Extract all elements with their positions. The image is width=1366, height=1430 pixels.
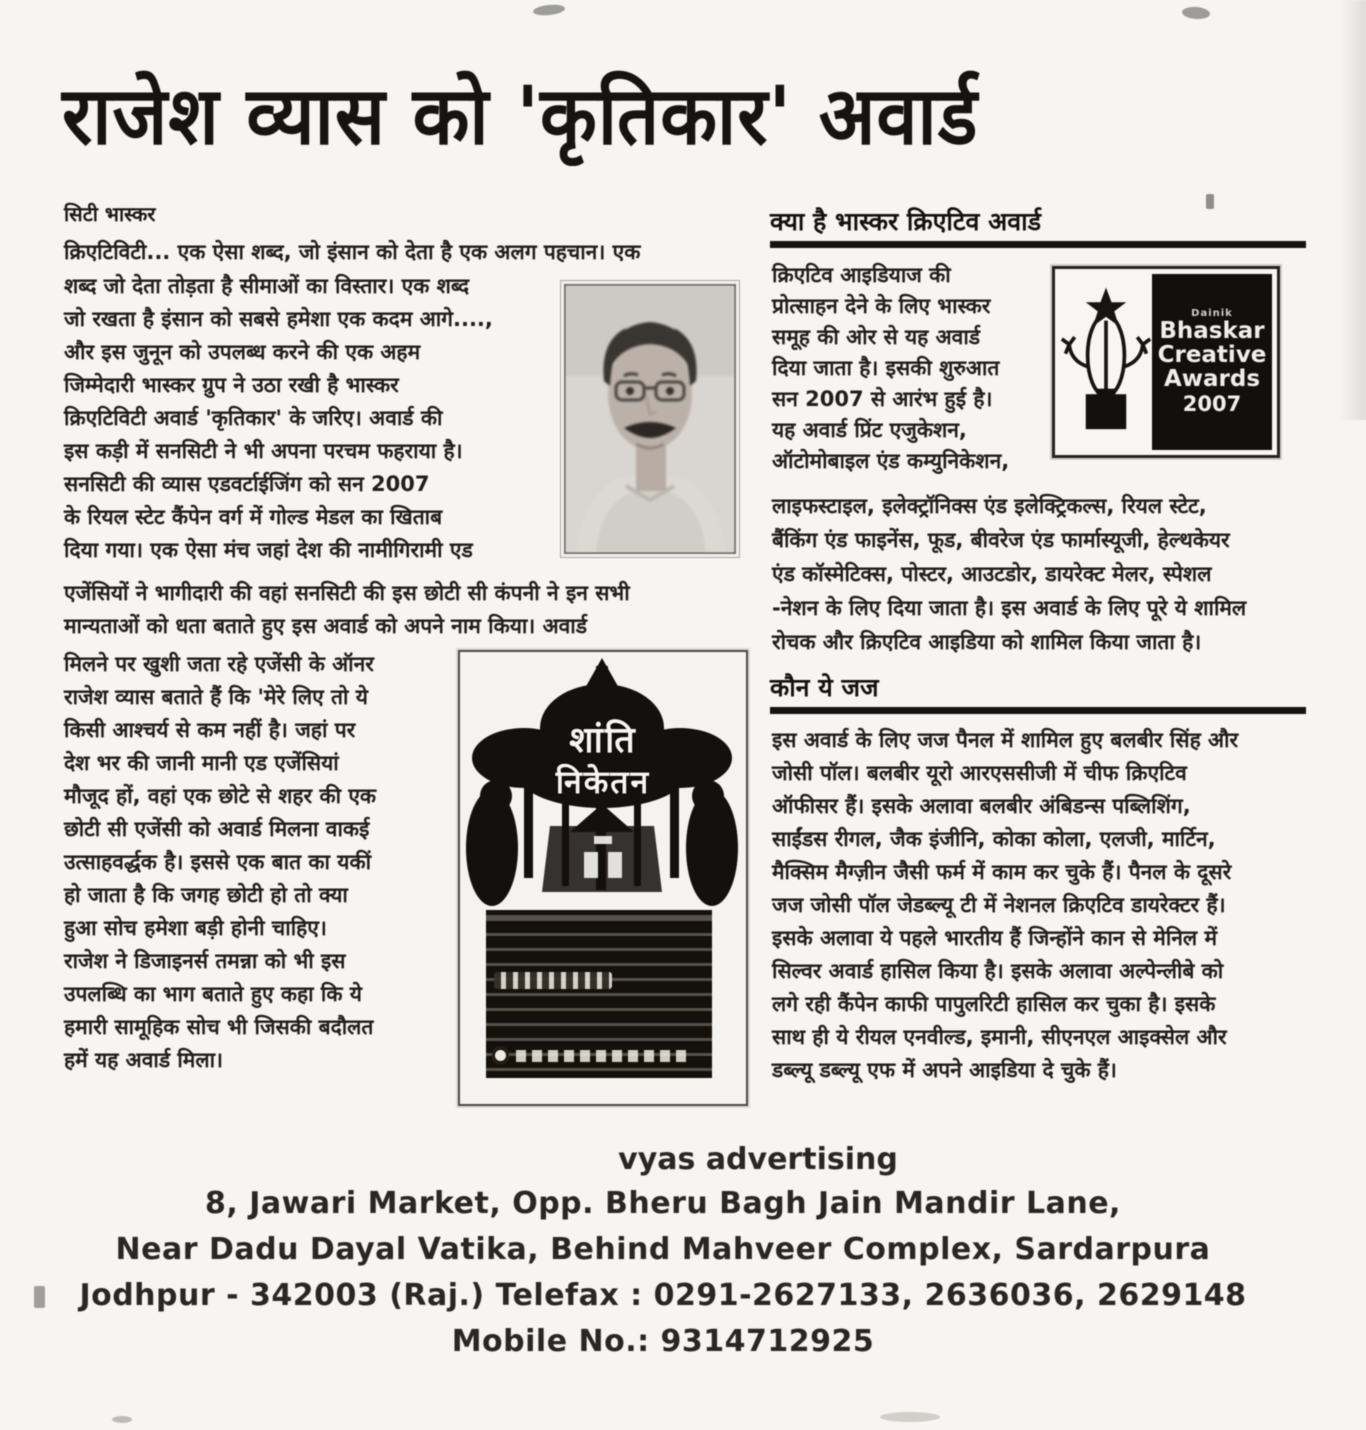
text-line: मान्यताओं को धता बताते हुए इस अवार्ड को अपने नाम किया। अवार्ड: [64, 614, 587, 638]
text-line: क्रिएटिविटी अवार्ड 'कृतिकार' के जरिए। अवार्ड की: [64, 406, 443, 430]
section-rule: [770, 707, 1306, 714]
trophy-icon: [1060, 274, 1152, 450]
article-text-beside-ad: [64, 648, 456, 1077]
text-line: ऑफीसर हैं। इसके अलावा बलबीर अंबिडन्स पब्लिशिंग,: [772, 794, 1191, 818]
man-portrait-illustration: [566, 286, 734, 552]
text-line: इस अवार्ड के लिए जज पैनल में शामिल हुए बलबीर सिंह और: [772, 728, 1239, 752]
text-line: इसके अलावा ये पहले भारतीय हैं जिन्होंने कान से मेनिल में: [772, 926, 1218, 950]
text-line: राजेश ने डिजाइनर्स तमन्ना को भी इस: [64, 949, 346, 973]
section-heading-judges: कौन ये जज: [770, 673, 879, 702]
scan-smudge: [112, 1416, 132, 1423]
scan-smudge: [1182, 6, 1211, 20]
text-line: यह अवार्ड प्रिंट एजुकेशन,: [772, 418, 967, 442]
text-line: देश भर की जानी मानी एड एजेंसियां: [64, 751, 339, 775]
text-line: हमें यह अवार्ड मिला।: [64, 1048, 223, 1072]
text-line: एंड कॉस्मेटिक्स, पोस्टर, आउटडोर, डायरेक्ट मेलर, स्पेशल: [772, 562, 1212, 586]
ad-text-block: [486, 910, 712, 1078]
text-line: मिलने पर खुशी जता रहे एजेंसी के ऑनर: [64, 652, 374, 676]
text-line: राजेश व्यास बताते हैं कि 'मेरे लिए तो ये: [64, 685, 368, 709]
text-line: मैक्सिम मैग्ज़ीन जैसी फर्म में काम कर चुके हैं। पैनल के दूसरे: [772, 860, 1232, 884]
text-line: रोचक और क्रिएटिव आइडिया को शामिल किया जाता है।: [772, 630, 1202, 654]
article-text-beside-photo: [64, 270, 556, 567]
text-line: के रियल स्टेट कैंपेन वर्ग में गोल्ड मेडल का खिताब: [64, 505, 443, 529]
ad-title-line2: निकेतन: [555, 763, 651, 801]
scan-edge-shadow: [1340, 0, 1366, 420]
text-line: उत्साहवर्द्धक है। इससे एक बात का यकीं: [64, 850, 372, 874]
text-line: किसी आश्चर्य से कम नहीं है। जहां पर: [64, 718, 356, 742]
text-line: बैंकिंग एंड फाइनेंस, फूड, बीवरेज एंड फार्मास्यूजी, हेल्थकेयर: [772, 528, 1230, 552]
ad-title-line1: शांति: [569, 720, 637, 761]
logo-year: 2007: [1182, 392, 1242, 417]
text-line: क्रिएटिव आइडियाज की: [772, 263, 951, 287]
text-line: ऑटोमोबाइल एंड कम्युनिकेशन,: [772, 449, 1010, 473]
scan-smudge: [34, 1286, 45, 1308]
award-text-narrow: [772, 260, 1048, 477]
scan-smudge: [1206, 194, 1214, 209]
logo-line2: Creative: [1157, 342, 1267, 369]
text-line: एजेंसियों ने भागीदारी की वहां सनसिटी की इस छोटी सी कंपनी ने इन सभी: [64, 581, 630, 605]
text-line: लाइफस्टाइल, इलेक्ट्रॉनिक्स एंड इलेक्ट्रिकल्स, रियल स्टेट,: [772, 494, 1207, 518]
text-line: हो जाता है कि जगह छोटी हो तो क्या: [64, 883, 348, 907]
ad-contact-line: [516, 1050, 686, 1062]
text-line: इस कड़ी में सनसिटी ने भी अपना परचम फहराया है।: [64, 439, 463, 463]
text-line: साथ ही ये रीयल एनवील्ड, इमानी, सीएनएल आइक्सेल और: [772, 1025, 1227, 1049]
text-line: लगे रही कैंपेन काफी पापुलरिटी हासिल कर चुका है। इसके: [772, 992, 1216, 1016]
text-line: जोसी पॉल। बलबीर यूरो आरएससीजी में चीफ क्रिएटिव: [772, 761, 1187, 785]
mobile-number: Mobile No.: 9314712925: [451, 1324, 875, 1359]
text-line: शब्द जो देता तोड़ता है सीमाओं का विस्तार। एक शब्द: [64, 274, 470, 298]
text-line: और इस जुनून को उपलब्ध करने की एक अहम: [64, 340, 421, 364]
logo-brand-small: Dainik: [1191, 307, 1233, 319]
award-text-wide: [772, 489, 1306, 659]
text-line: साईंडस रीगल, जैक इंजीनि, कोका कोला, एलजी, मार्टिन,: [772, 827, 1216, 851]
judges-text: [772, 724, 1306, 1087]
text-line: डब्ल्यू डब्ल्यू एफ में अपने आइडिया दे चुके हैं।: [772, 1058, 1117, 1082]
portrait-photo: [564, 284, 736, 554]
section-heading-award: क्या है भास्कर क्रिएटिव अवार्ड: [770, 207, 1041, 236]
text-line: छोटी सी एजेंसी को अवार्ड मिलना वाकई: [64, 817, 370, 841]
address-line-3: Jodhpur - 342003 (Raj.) Telefax : 0291-2627133, 2636036, 2629148: [79, 1278, 1247, 1313]
text-line: हमारी सामूहिक सोच भी जिसकी बदौलत: [64, 1015, 374, 1039]
bhaskar-creative-awards-logo: [1052, 266, 1280, 458]
advertiser-name: vyas advertising: [618, 1142, 898, 1177]
logo-line3: Awards: [1163, 366, 1261, 393]
text-line: -नेशन के लिए दिया जाता है। इस अवार्ड के लिए पूरे ये शामिल: [772, 596, 1247, 620]
text-line: जो रखता है इंसान को सबसे हमेशा एक कदम आगे....,: [64, 307, 493, 331]
advertiser-contact-block: [0, 1142, 1326, 1370]
logo-line1: Bhaskar: [1159, 318, 1265, 345]
ad-highlight-pill: [494, 972, 612, 989]
byline: सिटी भास्कर: [64, 202, 156, 226]
text-line: हुआ सोच हमेशा बड़ी होनी चाहिए।: [64, 916, 327, 940]
text-line: दिया गया। एक ऐसा मंच जहां देश की नामीगिरामी एड: [64, 538, 473, 562]
section-rule: [770, 241, 1306, 248]
address-line-1: 8, Jawari Market, Opp. Bheru Bagh Jain Mandir Lane,: [205, 1186, 1121, 1221]
shanti-niketan-ad: [458, 650, 748, 1106]
text-line: जिम्मेदारी भास्कर ग्रुप ने उठा रखी है भास्कर: [64, 373, 399, 397]
text-line: सन 2007 से आरंभ हुई है।: [772, 387, 993, 411]
text-line: उपलब्धि का भाग बताते हुए कहा कि ये: [64, 982, 362, 1006]
article-headline: राजेश व्यास को 'कृतिकार' अवार्ड: [62, 69, 979, 163]
phone-icon: [492, 1047, 509, 1064]
text-line: समूह की ओर से यह अवार्ड: [772, 325, 981, 349]
article-intro-line: क्रिएटिविटी... एक ऐसा शब्द, जो इंसान को देता है एक अलग पहचान। एक: [64, 240, 641, 264]
address-line-2: Near Dadu Dayal Vatika, Behind Mahveer Complex, Sardarpura: [115, 1232, 1211, 1267]
scan-smudge: [533, 3, 566, 16]
text-line: प्रोत्साहन देने के लिए भास्कर: [772, 294, 991, 318]
text-line: सिल्वर अवार्ड हासिल किया है। इसके अलावा अल्पेन्लीबे को: [772, 959, 1224, 983]
scan-smudge: [880, 1412, 940, 1422]
text-line: सनसिटी की व्यास एडवर्टाईजिंग को सन 2007: [64, 472, 430, 496]
logo-text-panel: [1152, 274, 1272, 450]
text-line: जज जोसी पॉल जेडब्ल्यू टी में नेशनल क्रिएटिव डायरेक्टर हैं।: [772, 893, 1226, 917]
article-text-below-photo: [64, 577, 764, 643]
text-line: दिया जाता है। इसकी शुरुआत: [772, 356, 1000, 380]
text-line: मौजूद हों, वहां एक छोटे से शहर की एक: [64, 784, 377, 808]
